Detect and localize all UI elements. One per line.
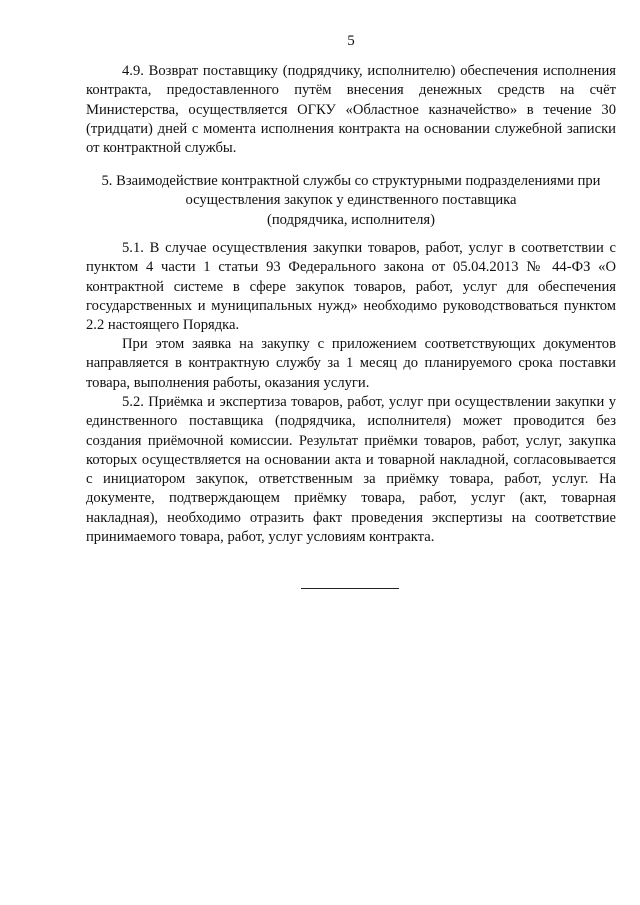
section-5-heading-line-2: осуществления закупок у единственного поставщика <box>185 192 517 209</box>
paragraph-4-9: 4.9. Возврат поставщику (подрядчику, исполнителю) обеспечения исполнения контракта, предоставленного путём внесения денежных средств на счёт Министерства, осуществляется ОГКУ «Областное казначейство» в течение 30 (тридцати) дней с момента исполнения контракта на основании служебной записки от контрактной службы. <box>86 63 616 157</box>
paragraph-5-2: 5.2. Приёмка и экспертиза товаров, работ, услуг при осуществлении закупки у единственного поставщика (подрядчика, исполнителя) может проводится без создания приёмочной комиссии. Результат приёмки товаров, работ, услуг, закупка которых осуществляется на основании акта и товарной накладной, согласовывается с инициатором закупок, ответственным за приёмку товара, работ, услуг. На документе, подтверждающем приёмку товара, работ, услуг (акт, товарная накладная), необходимо отразить факт проведения экспертизы на соответствие принимаемого товара, работ, услуг условиям контракта. <box>86 394 616 546</box>
page-number: 5 <box>347 33 355 49</box>
closing-rule-divider <box>301 588 399 589</box>
paragraph-5-1: 5.1. В случае осуществления закупки товаров, работ, услуг в соответствии с пунктом 4 части 1 статьи 93 Федерального закона от 05.04.2013 № 44-ФЗ «О контрактной системе в сфере закупок товаров, работ, услуг для обеспечения государственных и муниципальных нужд» необходимо руководствоваться пунктом 2.2 настоящего Порядка. <box>86 240 616 334</box>
section-5-heading-line-3: (подрядчика, исполнителя) <box>266 211 435 228</box>
paragraph-5-1-continuation: При этом заявка на закупку с приложением соответствующих документов направляется в контрактную службу за 1 месяц до планируемого срока поставки товара, выполнения работы, оказания услуги. <box>86 336 616 391</box>
section-5-heading-line-1: 5. Взаимодействие контрактной службы со структурными подразделениями при <box>101 173 601 189</box>
section-5-heading <box>86 172 616 230</box>
